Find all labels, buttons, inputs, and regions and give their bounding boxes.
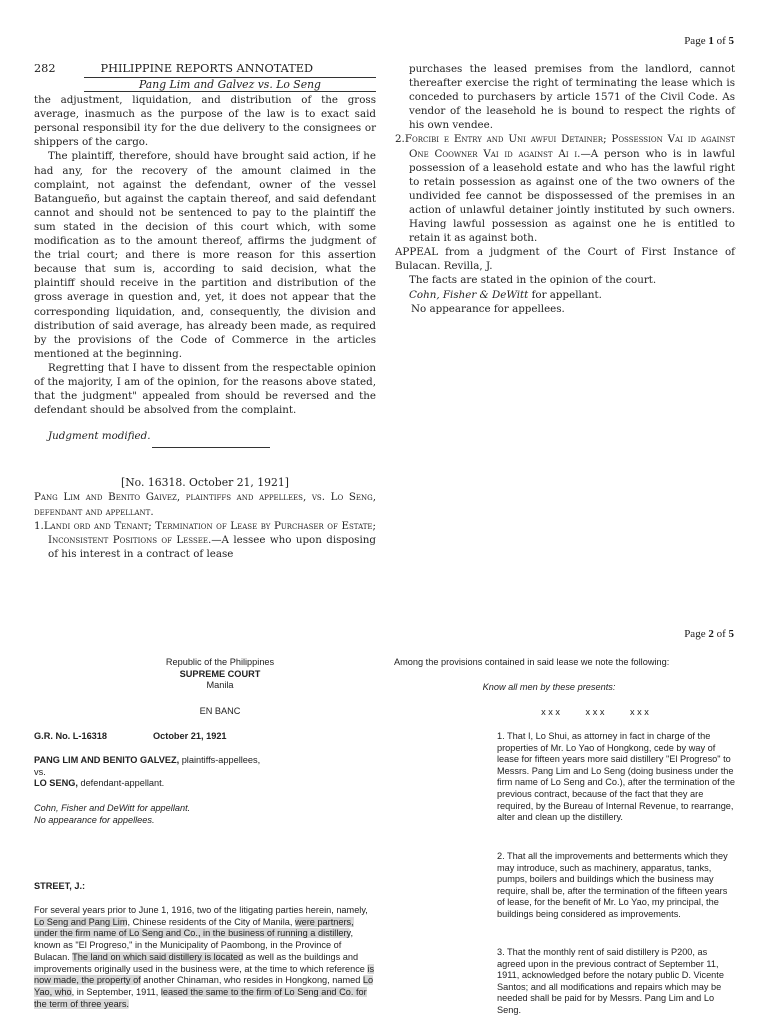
case-title-block <box>34 755 374 790</box>
syllabus-2-text: —A person who is in lawful possession of a leasehold estate and who has the lawful right to retain possession as against one of the two owners of the undivided fee cannot be dispossessed of the premises in an action of unlawful detainer jointly instituted by such owners. Having lawful possession as against one he is entitled to retain it as against both. <box>409 147 735 245</box>
syllabus-1-head: 1.Landi ord and Tenant; Termination of Lease by Purchaser of Estate; Inconsistent Positions of Lessee. <box>34 519 376 546</box>
plaintiffs-names: PANG LIM AND BENITO GALVEZ, <box>34 755 180 765</box>
plaintiffs-line <box>34 755 374 767</box>
report-header <box>34 62 376 76</box>
highlight-1: Lo Seng and Pang Lim <box>34 916 128 927</box>
facts-line: The facts are stated in the opinion of the court. <box>409 274 657 287</box>
ellipsis-marks: x x x x x x x x x <box>541 707 649 717</box>
provisions-intro: Among the provisions contained in said lease we note the following: <box>394 657 670 667</box>
syllabus-1-text: —A lessee who upon disposing of his interest in a contract of lease <box>48 533 376 560</box>
dissent-paragraph-2: The plaintiff, therefore, should have brought said action, if he had any, for the recovery of the amount claimed in the complaint, not against the defendant, owner of the vessel Batangueño, but against the captain thereof, and said defendant cannot and should not be sentenced to pay to the plaintiff the sum stated in the decision of this court which, with some modification as to the amount thereof, affirms the judgment of the trial court; and there is more reason for this assertion because that sum is, according to said decision, what the plaintiff should receive in the partition and distribution of the gross average in question and, yet, it does not appear that the corresponding liquidation, and, consequently, the division and distribution of said average, has already been made, as required by the provisions of the Code of Commerce in the articles mentioned at the beginning. <box>34 150 376 360</box>
highlight-6: leased the same to the firm of Lo Seng and Co. for the term of three years. <box>34 986 367 1009</box>
no-appearance-line: No appearance for appellees. <box>411 302 565 315</box>
lease-provision-1: 1. That I, Lo Shui, as attorney in fact in charge of the properties of Mr. Lo Yao of Hongkong, cede by way of lease for fifteen years more said distillery "El Progreso" to Messrs. Pang Lim and Lo Seng (doing business under the firm name of Lo Seng and Co.), after the termination of the previous contract, because of the fact that they are required, by the Bureau of Internal Revenue, to rearrange, alter and clean up the distillery. <box>497 731 735 823</box>
page-1-right-column <box>395 62 735 316</box>
counsel-line <box>395 288 735 302</box>
gr-number: G.R. No. L-16318 <box>34 731 108 741</box>
court-header <box>120 657 320 692</box>
lease-provision-2: 2. That all the improvements and betterments which they may introduce, such as machinery, apparatus, tanks, pumps, boilers and buildings which the business may require, shall be, after the termination of the fifteen years of lease, for the benefit of Mr. Lo Yao, my principal, the buildings being considered as improvements. <box>497 851 728 919</box>
defendant-name: LO SENG, <box>34 778 78 789</box>
body-text-4: as well as the buildings and improvements originally used in the business were, at the time to which reference <box>34 951 368 974</box>
syllabus-2 <box>395 132 735 245</box>
judgment-note: Judgment modified. <box>48 430 151 443</box>
highlight-2: were partners, under the firm name of Lo Seng and Co., in the business of running a distillery <box>34 916 354 939</box>
body-text-5: another Chinaman, who resides in Hongkong, named <box>140 975 363 986</box>
dissent-paragraph-1: the adjustment, liquidation, and distribution of the gross average, inasmuch as the purpose of the law is to exact said personal responsibil ity for the due delivery to the consignees or shippers of the cargo. <box>34 94 376 149</box>
defendant-role: defendant-appellant. <box>77 778 165 789</box>
body-text-3: , known as "El Progreso," in the Municipality of Paombong, in the Province of Bulacan. <box>34 928 354 962</box>
syllabus-1-continued: purchases the leased premises from the landlord, cannot thereafter exercise the right of terminating the lease which is conceded to purchasers by article 1571 of the Civil Code. As vendor of the leasehold he is bound to respect the rights of his own vendee. <box>409 63 735 132</box>
dissent-paragraph-3: Regretting that I have to dissent from the respectable opinion of the majority, I am of the opinion, for the reasons above stated, that the judgment" appealed from should be reversed and the defendant should be absolved from the complaint. <box>34 361 376 417</box>
body-text-2: , Chinese residents of the City of Manila, <box>127 916 295 927</box>
syllabus-1 <box>34 519 376 561</box>
highlight-3: The land on which said distillery is located <box>72 951 244 962</box>
decision-body <box>34 905 376 1010</box>
appeal-line: APPEAL from a judgment of the Court of First Instance of Bulacan. Revilla, J. <box>395 246 735 273</box>
court-city: Manila <box>206 680 234 691</box>
case-parties: Pang Lim and Benito Gaivez, plaintiffs and appellees, vs. Lo Seng, defendant and appellant. <box>34 491 376 518</box>
page-1-left-column <box>34 62 376 561</box>
highlight-4: is now made, the property of <box>34 963 375 986</box>
page-2-number: Page 2 of 5 <box>684 628 734 640</box>
en-banc-label: EN BANC <box>199 706 241 716</box>
defendant-line <box>34 778 374 790</box>
counsel-block <box>34 803 374 826</box>
page-1-number: Page 1 of 5 <box>684 35 734 47</box>
case-number: [No. 16318. October 21, 1921] <box>121 476 289 490</box>
syllabus-2-head: 2.Forcibi e Entry and Uni awfui Detainer; Possession Vai id against One Coowner Vai id against Ai i. <box>395 133 735 160</box>
counsel-names: Cohn, Fisher & DeWitt <box>409 288 529 301</box>
counsel-appellant: Cohn, Fisher and DeWitt for appellant. <box>34 803 191 813</box>
republic-line: Republic of the Philippines <box>165 657 275 667</box>
counsel-suffix: for appellant. <box>528 288 602 301</box>
vs-line: vs. <box>34 766 46 777</box>
running-head: Pang Lim and Galvez vs. Lo Seng <box>84 77 376 92</box>
lease-provision-3: 3. That the monthly rent of said distillery is P200, as agreed upon in the previous contract of September 11, 1911, acknowledged before the notary public D. Vicente Santos; and all modifications and repairs which may be needed shall be paid for by Messrs. Pang Lim and Lo Seng. <box>497 947 724 1015</box>
justice-name: STREET, J.: <box>34 881 86 891</box>
report-page-number: 282 <box>34 62 56 75</box>
decision-date: October 21, 1921 <box>153 731 227 741</box>
court-name: SUPREME COURT <box>179 668 261 679</box>
body-text-1: For several years prior to June 1, 1916, two of the litigating parties herein, namely, <box>34 905 368 915</box>
report-title: PHILIPPINE REPORTS ANNOTATED <box>100 62 314 75</box>
counsel-appellees: No appearance for appellees. <box>34 814 155 825</box>
highlight-5: Lo Yao, who <box>34 975 374 997</box>
section-divider <box>152 447 270 448</box>
body-text-6: , in September, 1911, <box>71 986 161 997</box>
know-all-men: Know all men by these presents: <box>482 682 616 692</box>
plaintiffs-role: plaintiffs-appellees, <box>179 755 261 765</box>
